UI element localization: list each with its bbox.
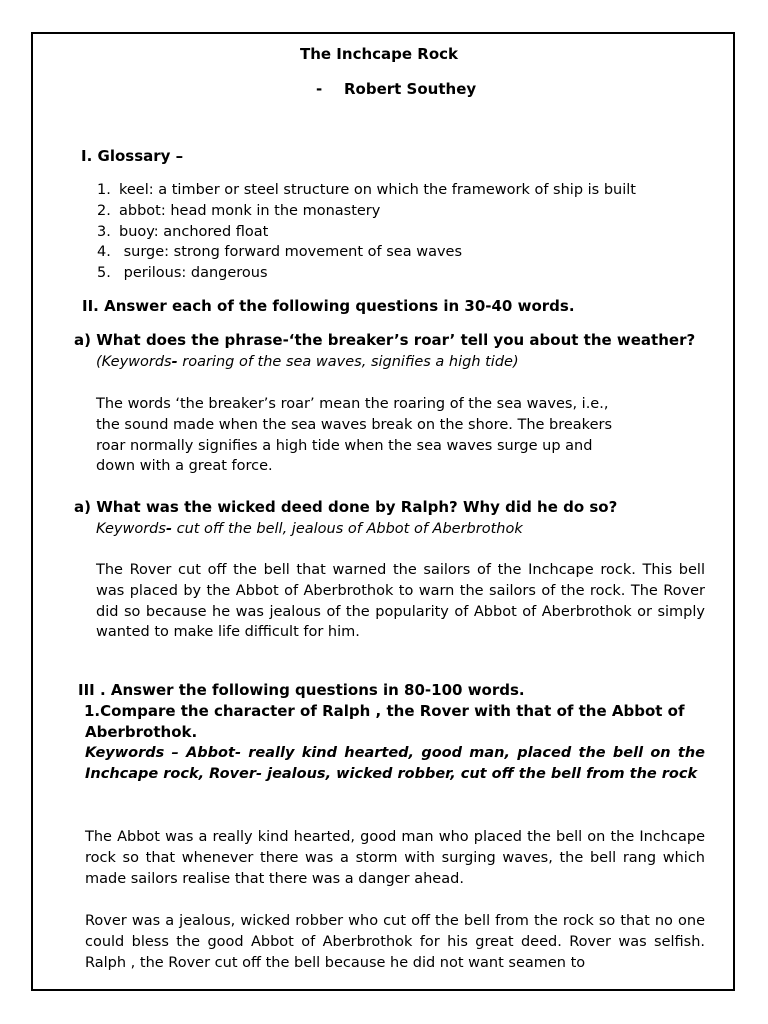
keywords-label: Keywords (96, 521, 166, 537)
glossary-item (97, 242, 636, 263)
glossary-item-number: 2. (97, 202, 111, 219)
question-2b: a) What was the wicked deed done by Ralph? Why did he do so? (74, 498, 618, 516)
answer-line: down with a great force. (96, 458, 273, 475)
question-2a-keywords: (Keywords- roaring of the sea waves, signifies a high tide) (96, 354, 519, 370)
glossary-item-text: perilous: dangerous (119, 265, 268, 282)
keywords-text: roaring of the sea waves, signifies a high tide) (177, 354, 519, 370)
glossary-item (97, 201, 636, 222)
glossary-item (97, 180, 636, 201)
author-dash: - (316, 80, 323, 98)
glossary-item (97, 222, 636, 243)
glossary-item-text: abbot: head monk in the monastery (119, 202, 381, 219)
glossary-item-text: buoy: anchored float (119, 223, 269, 240)
section-2-heading: II. Answer each of the following questions in 30-40 words. (82, 297, 575, 315)
glossary-item-text: surge: strong forward movement of sea waves (119, 244, 463, 261)
glossary-list (97, 180, 636, 284)
answer-2b: The Rover cut off the bell that warned the sailors of the Inchcape rock. This bell was placed by the Abbot of Aberbrothok to warn the sailors of the rock. The Rover did so because he was jealous of the popularity of Abbot of Aberbrothok or simply wanted to make life difficult for him. (96, 562, 705, 641)
answer-3-1-para2: Rover was a jealous, wicked robber who cut off the bell from the rock so that no one could bless the good Abbot of Aberbrothok for his great deed. Rover was selfish. Ralph , the Rover cut off the bell because he did not want seamen to (85, 913, 705, 971)
glossary-item-number: 1. (97, 182, 111, 198)
answer-3-1-para1: The Abbot was a really kind hearted, good man who placed the bell on the Inchcape rock so that whenever there was a storm with surging waves, the bell rang which made sailors realise that there was a danger ahead. (85, 829, 705, 887)
question-3-1-keywords: Keywords – Abbot- really kind hearted, good man, placed the bell on the Inchcape rock, Rover- jealous, wicked robber, cut off the bell from the rock (85, 745, 705, 782)
keywords-text: cut off the bell, jealous of Abbot of Aberbrothok (171, 521, 523, 537)
glossary-item (97, 263, 636, 284)
document-title: The Inchcape Rock (300, 45, 459, 63)
keywords-label: (Keywords (96, 354, 172, 370)
question-3-1-line1: 1.Compare the character of Ralph , the Rover with that of the Abbot of (84, 702, 685, 720)
glossary-item-text: keel: a timber or steel structure on which the framework of ship is built (119, 182, 636, 198)
glossary-heading: I. Glossary – (81, 147, 184, 165)
answer-line: The words ‘the breaker’s roar’ mean the roaring of the sea waves, i.e., (96, 396, 609, 412)
section-3-heading: III . Answer the following questions in 80-100 words. (78, 681, 525, 699)
answer-line: roar normally signifies a high tide when the sea waves surge up and (96, 437, 593, 454)
answer-2a (96, 394, 612, 477)
glossary-item-number: 5. (97, 265, 111, 282)
author-name: Robert Southey (344, 80, 477, 98)
answer-line: the sound made when the sea waves break on the shore. The breakers (96, 416, 613, 433)
glossary-item-number: 3. (97, 223, 111, 240)
question-2b-keywords: Keywords- cut off the bell, jealous of Abbot of Aberbrothok (96, 521, 523, 537)
glossary-item-number: 4. (97, 244, 111, 261)
question-2a: a) What does the phrase-‘the breaker’s roar’ tell you about the weather? (74, 331, 696, 349)
question-3-1-line2: Aberbrothok. (85, 723, 198, 741)
